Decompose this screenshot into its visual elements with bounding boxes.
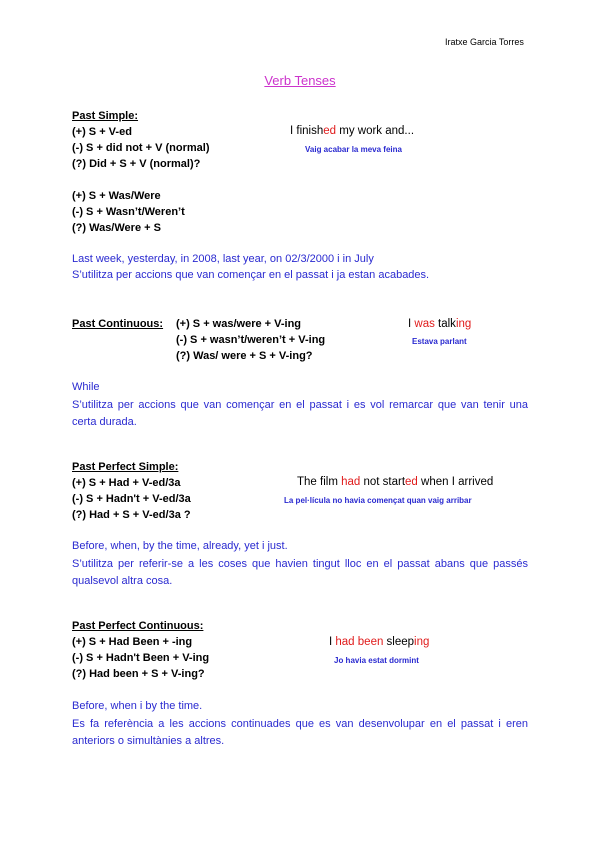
past-perfect-simple-time-expressions: Before, when, by the time, already, yet i just. (72, 540, 288, 552)
past-perfect-simple-rule: (+) S + Had + V-ed/3a (72, 477, 181, 489)
past-simple-rule: (-) S + Wasn’t/Weren’t (72, 206, 185, 218)
past-simple-time-expressions: Last week, yesterday, in 2008, last year, on 02/3/2000 i in July (72, 253, 374, 265)
past-perfect-continuous-rule: (?) Had been + S + V-ing? (72, 668, 205, 680)
past-perfect-continuous-example: I had been sleeping (329, 636, 430, 648)
past-continuous-rule: (-) S + wasn’t/weren’t + V-ing (176, 334, 326, 346)
past-simple-rule: (+) S + Was/Were (72, 190, 161, 202)
past-perfect-simple-usage: S’utilitza per referir-se a les coses que havien tingut lloc en el passat abans que passés qualsevol altra cosa. (72, 558, 528, 587)
page-title: Verb Tenses (264, 73, 336, 88)
past-perfect-continuous-rule: (+) S + Had Been + -ing (72, 636, 193, 648)
past-continuous-heading: Past Continuous: (72, 318, 164, 330)
past-perfect-continuous-rule: (-) S + Hadn't Been + V-ing (72, 652, 210, 664)
past-simple-rule: (-) S + did not + V (normal) (72, 142, 210, 154)
past-perfect-continuous-translation: Jo havia estat dormint (334, 656, 419, 665)
past-perfect-simple-heading: Past Perfect Simple: (72, 461, 179, 473)
past-simple-rule: (?) Was/Were + S (72, 222, 161, 234)
past-continuous-translation: Estava parlant (412, 337, 467, 346)
past-perfect-continuous-time-expressions: Before, when i by the time. (72, 700, 203, 712)
past-simple-translation: Vaig acabar la meva feina (305, 145, 402, 154)
past-simple-example: I finished my work and... (290, 125, 415, 137)
author-name: Iratxe Garcia Torres (445, 37, 524, 47)
past-perfect-simple-example: The film had not started when I arrived (297, 476, 494, 488)
past-continuous-rule: (+) S + was/were + V-ing (176, 318, 302, 330)
past-continuous-rule: (?) Was/ were + S + V-ing? (176, 350, 313, 362)
past-simple-rule: (?) Did + S + V (normal)? (72, 158, 201, 170)
past-continuous-usage: S’utilitza per accions que van començar en el passat i es vol remarcar que van tenir una certa durada. (72, 399, 528, 428)
past-perfect-simple-rule: (-) S + Hadn't + V-ed/3a (72, 493, 191, 505)
past-continuous-example: I was talking (408, 318, 472, 330)
past-simple-rule: (+) S + V-ed (72, 126, 132, 138)
past-simple-usage: S’utilitza per accions que van començar en el passat i ja estan acabades. (72, 269, 430, 281)
past-perfect-simple-translation: La pel·lícula no havia començat quan vaig arribar (284, 496, 472, 505)
past-continuous-time-expressions: While (72, 381, 100, 393)
past-perfect-simple-rule: (?) Had + S + V-ed/3a ? (72, 509, 191, 521)
past-simple-heading: Past Simple: (72, 110, 139, 122)
past-perfect-continuous-usage: Es fa referència a les accions continuades que es van desenvolupar en el passat i eren anteriors o simultànies a altres. (72, 718, 528, 747)
past-perfect-continuous-heading: Past Perfect Continuous: (72, 620, 204, 632)
